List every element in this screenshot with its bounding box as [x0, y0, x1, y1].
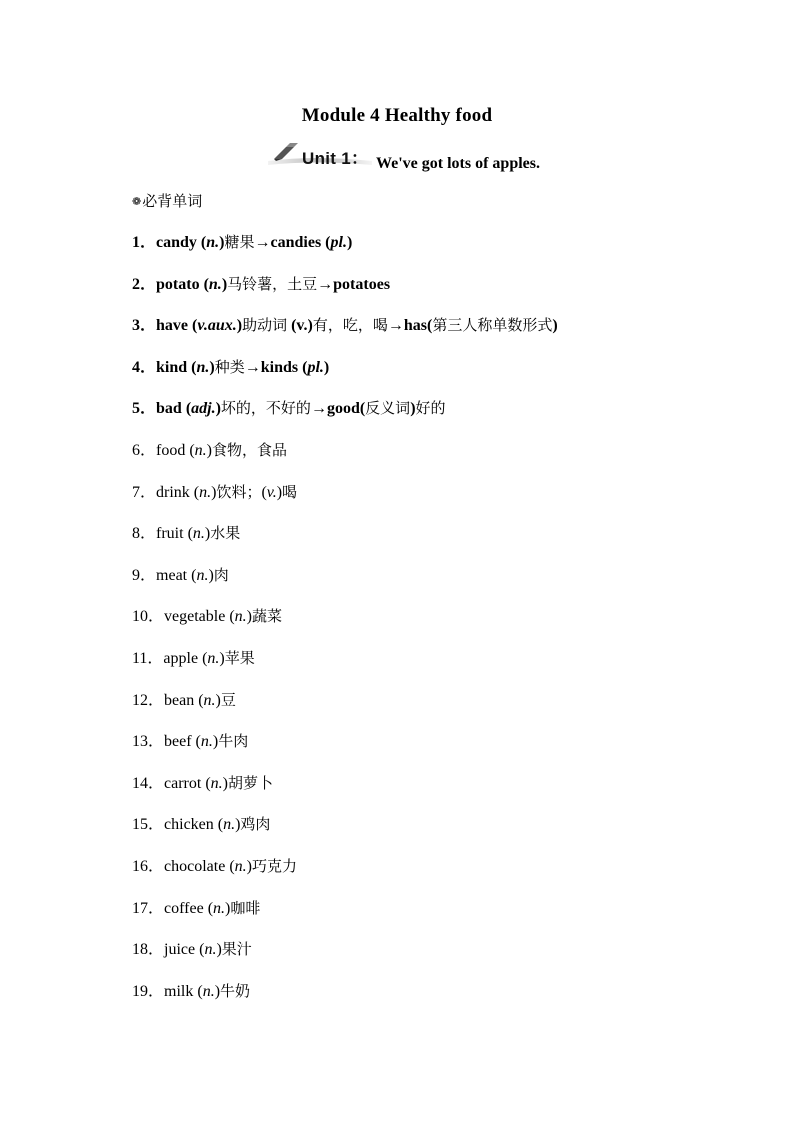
- item-pos: pl.: [330, 234, 347, 251]
- item-text: ): [204, 525, 211, 543]
- item-text: ): [208, 566, 214, 584]
- item-meaning: 坏的，不好的: [220, 399, 311, 418]
- item-text: ): [552, 317, 558, 335]
- item-meaning: 种类: [214, 357, 245, 376]
- item-pos: n.: [192, 525, 205, 543]
- item-pos: v.aux.: [197, 317, 237, 335]
- item-text: bean (: [164, 691, 204, 709]
- item-text: ): [212, 733, 219, 751]
- item-text: meat (: [156, 566, 197, 584]
- item-text: ): [209, 358, 215, 376]
- item-number: 15．: [132, 816, 165, 834]
- item-text: potato (: [156, 275, 209, 293]
- item-text: ): [246, 608, 252, 626]
- item-number: 3．: [132, 317, 157, 335]
- item-pos: adj.: [191, 400, 216, 418]
- item-meaning: 第三人称单数形式: [432, 316, 553, 335]
- item-number: 10．: [132, 608, 165, 626]
- item-meaning: 豆: [220, 690, 236, 709]
- item-meaning: 胡萝卜: [227, 773, 273, 792]
- flower-bullet-icon: ❁: [132, 195, 142, 208]
- item-pos: n.: [210, 774, 223, 792]
- vocab-item: [132, 604, 282, 628]
- item-text: apple (: [163, 650, 208, 667]
- item-meaning: 糖果: [224, 233, 255, 251]
- item-text: (v.): [287, 317, 313, 335]
- item-text: ): [215, 400, 221, 418]
- item-text: →candies (: [254, 234, 331, 251]
- item-number: 1．: [132, 234, 157, 251]
- item-text: ): [225, 899, 231, 917]
- item-text: juice (: [164, 941, 205, 959]
- item-number: 2．: [132, 275, 157, 293]
- item-text: ): [323, 358, 330, 376]
- item-text: ): [206, 442, 212, 459]
- item-text: (: [261, 483, 267, 501]
- vocab-item: [132, 396, 446, 420]
- item-number: 16．: [132, 858, 165, 875]
- item-text: →kinds (: [244, 358, 308, 376]
- unit-header: [0, 143, 794, 177]
- vocab-item: [132, 979, 250, 1003]
- item-pos: n.: [196, 566, 209, 584]
- item-number: 11．: [132, 650, 164, 667]
- item-pos: n.: [206, 234, 220, 251]
- item-text: beef (: [164, 733, 201, 751]
- item-meaning: 牛奶: [220, 981, 251, 1000]
- item-text: drink (: [156, 483, 200, 501]
- vocab-item: [132, 480, 297, 504]
- item-pos: n.: [200, 733, 213, 751]
- vocab-item: [132, 355, 329, 379]
- vocab-item: [132, 563, 229, 587]
- item-text: ): [211, 483, 217, 501]
- item-text: →good(: [310, 400, 366, 418]
- item-meaning: 助动词: [242, 316, 288, 335]
- item-pos: n.: [208, 275, 222, 293]
- vocab-item: [132, 688, 236, 712]
- item-text: coffee (: [164, 899, 214, 917]
- vocab-item: [132, 896, 260, 920]
- item-text: ): [246, 858, 252, 875]
- item-meaning: 饮料；: [216, 482, 262, 501]
- item-text: candy (: [156, 234, 207, 251]
- vocab-item: [132, 771, 273, 795]
- item-text: →potatoes: [317, 275, 391, 293]
- item-text: ): [216, 941, 222, 959]
- item-pos: pl.: [307, 358, 324, 376]
- item-meaning: 牛肉: [218, 732, 249, 751]
- item-text: carrot (: [164, 774, 211, 792]
- item-meaning: 食物，食品: [212, 441, 288, 459]
- vocab-item: [132, 313, 558, 337]
- item-pos: n.: [234, 858, 247, 875]
- item-text: ): [410, 400, 416, 418]
- item-number: 7．: [132, 483, 157, 501]
- item-text: vegetable (: [164, 608, 235, 626]
- item-meaning: 马铃薯，土豆: [227, 274, 318, 293]
- item-pos: v.: [266, 483, 277, 501]
- vocab-item: [132, 521, 240, 545]
- item-number: 19．: [132, 982, 165, 1000]
- item-pos: n.: [199, 483, 212, 501]
- item-text: ): [346, 234, 353, 251]
- item-number: 18．: [132, 941, 165, 959]
- item-meaning: 喝: [282, 482, 298, 501]
- item-meaning: 苹果: [224, 649, 255, 667]
- vocab-item: [132, 646, 255, 670]
- item-number: 14．: [132, 774, 165, 792]
- item-text: milk (: [164, 982, 203, 1000]
- unit-label: Unit 1：: [302, 149, 369, 168]
- item-pos: n.: [223, 816, 236, 834]
- item-meaning: 反义词: [365, 399, 411, 418]
- item-meaning: 好的: [415, 399, 446, 418]
- pencil-icon: [274, 143, 298, 161]
- vocab-item: [132, 438, 287, 462]
- vocab-item: [132, 854, 297, 878]
- item-number: 12．: [132, 691, 165, 709]
- item-meaning: 鸡肉: [240, 815, 271, 834]
- item-text: chicken (: [164, 816, 224, 834]
- item-number: 4．: [132, 358, 157, 376]
- item-text: chocolate (: [164, 858, 235, 875]
- item-meaning: 有，吃，喝: [312, 316, 388, 335]
- item-text: have (: [156, 317, 198, 335]
- item-pos: n.: [207, 650, 220, 667]
- item-text: ): [276, 483, 283, 501]
- item-number: 9．: [132, 566, 157, 584]
- item-text: ): [236, 317, 243, 335]
- item-number: 6．: [132, 442, 157, 459]
- item-meaning: 巧克力: [251, 857, 297, 875]
- item-text: ): [222, 774, 228, 792]
- vocab-item: [132, 812, 270, 836]
- vocab-item: [132, 272, 390, 296]
- vocab-item: [132, 729, 248, 753]
- item-pos: n.: [213, 899, 226, 917]
- item-meaning: 咖啡: [230, 898, 261, 917]
- section-heading-text: 必背单词: [142, 192, 203, 210]
- item-pos: n.: [234, 608, 247, 626]
- item-text: →has(: [387, 317, 433, 335]
- item-meaning: 果汁: [221, 940, 252, 959]
- vocab-item: [132, 937, 252, 961]
- item-text: ): [219, 234, 225, 251]
- section-heading: [132, 190, 202, 212]
- item-text: ): [221, 275, 228, 293]
- item-text: ): [215, 691, 221, 709]
- unit-subtitle: We've got lots of apples.: [376, 155, 540, 172]
- item-number: 13．: [132, 733, 165, 751]
- item-meaning: 蔬菜: [251, 607, 282, 626]
- module-title: Module 4 Healthy food: [301, 105, 493, 126]
- item-number: 5．: [132, 400, 157, 418]
- item-text: kind (: [156, 358, 197, 376]
- item-pos: n.: [202, 982, 215, 1000]
- item-pos: n.: [196, 358, 210, 376]
- item-number: 17．: [132, 899, 165, 917]
- item-meaning: 肉: [213, 565, 229, 584]
- item-pos: n.: [204, 941, 217, 959]
- item-pos: n.: [194, 442, 207, 459]
- item-text: fruit (: [156, 525, 193, 543]
- item-meaning: 水果: [210, 524, 241, 543]
- item-text: ): [214, 982, 221, 1000]
- item-number: 8．: [132, 525, 157, 543]
- item-text: bad (: [156, 400, 192, 418]
- item-text: ): [219, 650, 225, 667]
- item-text: ): [235, 816, 241, 834]
- item-text: food (: [156, 442, 195, 459]
- unit-badge: [264, 143, 376, 167]
- vocab-item: [132, 230, 352, 254]
- item-pos: n.: [203, 691, 216, 709]
